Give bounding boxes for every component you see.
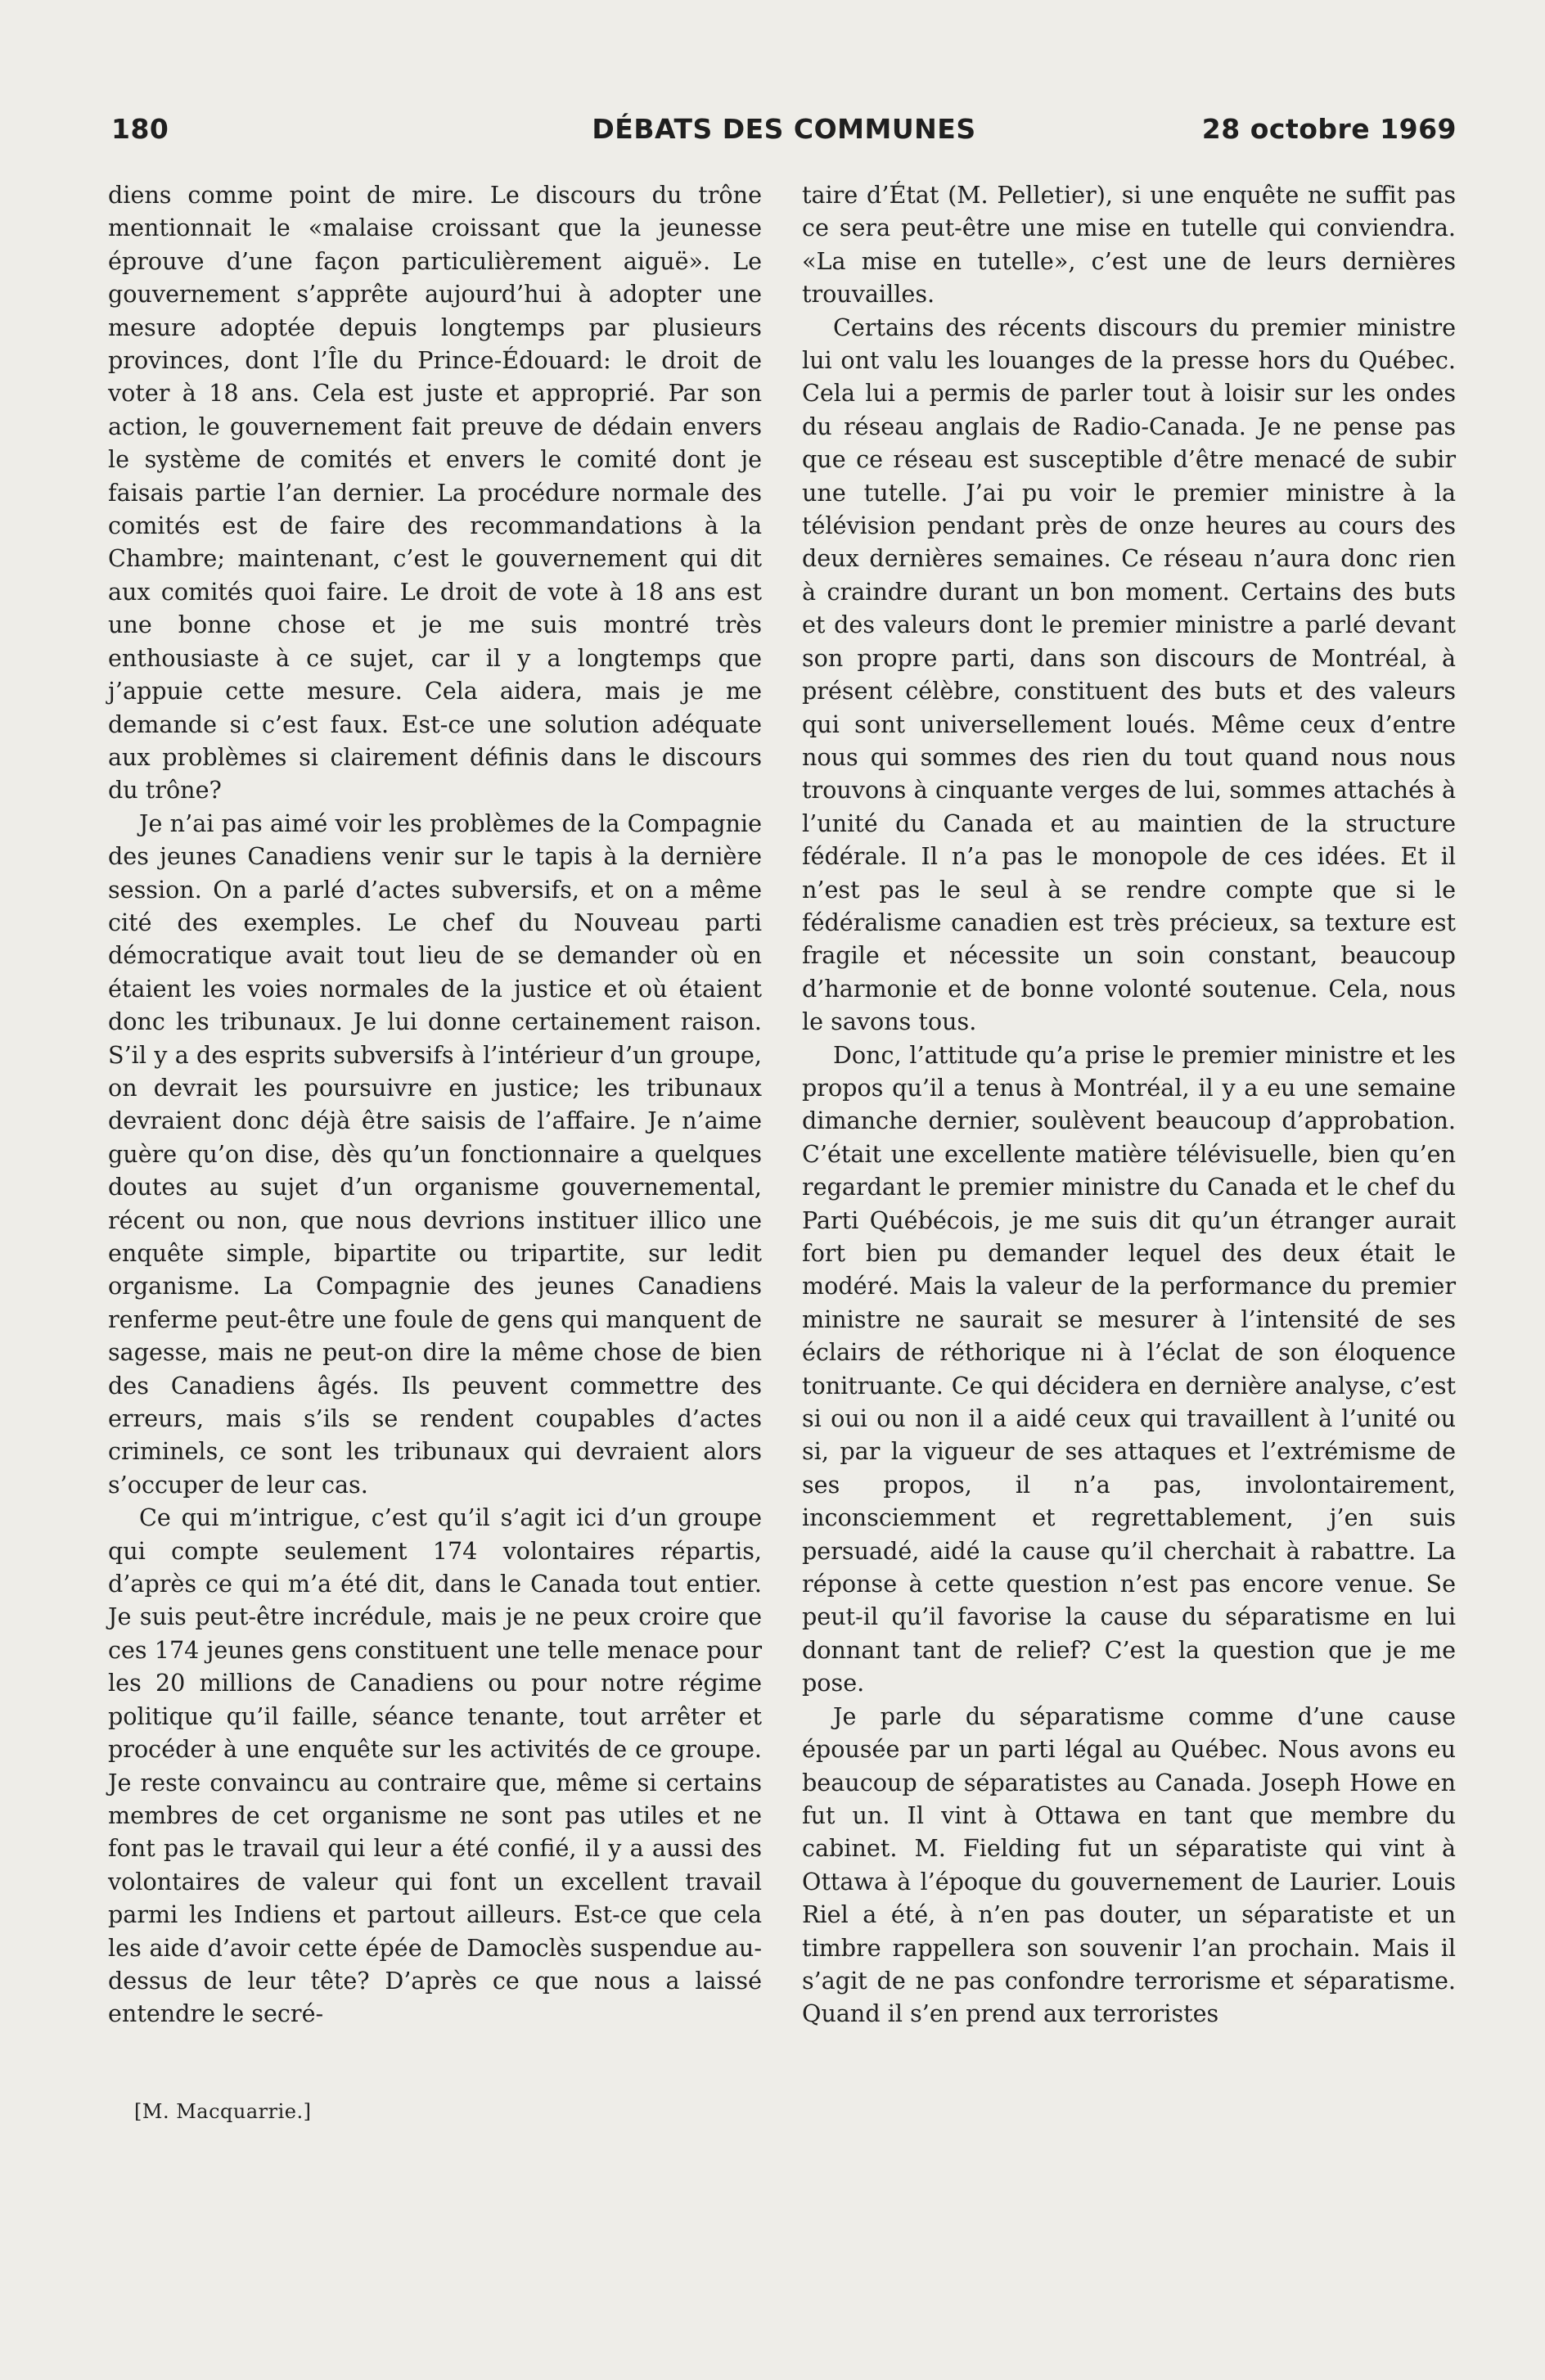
paragraph: Ce qui m’intrigue, c’est qu’il s’agit ici d’un groupe qui compte seulement 174 volontaires répartis, d’après ce qui m’a été dit, dans le Canada tout entier. Je suis peut-être incrédule, mais je ne peux croire que ces 174 jeunes gens constituent une telle menace pour les 20 millions de Canadiens ou pour notre régime politique qu’il faille, séance tenante, tout arrêter et procéder à une enquête sur les activités de ce groupe. Je reste convaincu au contraire que, même si certains membres de cet organisme ne sont pas utiles et ne font pas le travail qui leur a été confié, il y a aussi des volontaires de valeur qui font un excellent travail parmi les Indiens et partout ailleurs. Est-ce que cela les aide d’avoir cette épée de Damoclès suspendue au-dessus de leur tête? D’après ce que nous a laissé entendre le secré- bbox=[108, 1503, 762, 2028]
speaker-attribution: [M. Macquarrie.] bbox=[134, 2100, 312, 2123]
paragraph: taire d’État (M. Pelletier), si une enquête ne suffit pas ce sera peut-être une mise en tutelle qui conviendra. «La mise en tutelle», c’est une de leurs dernières trouvailles. bbox=[802, 181, 1456, 309]
paragraph: Donc, l’attitude qu’a prise le premier ministre et les propos qu’il a tenus à Montréal, il y a eu une semaine dimanche dernier, soulèvent beaucoup d’approbation. C’était une excellente matière télévisuelle, bien qu’en regardant le premier ministre du Canada et le chef du Parti Québécois, je me suis dit qu’un étranger aurait fort bien pu demander lequel des deux était le modéré. Mais la valeur de la performance du premier ministre ne saurait se mesurer à l’intensité de ses éclairs de réthorique ni à l’éclat de son éloquence tonitruante. Ce qui décidera en dernière analyse, c’est si oui ou non il a aidé ceux qui travaillent à l’unité ou si, par la vigueur de ses attaques et l’extrémisme de ses propos, il n’a pas, involontairement, inconsciemment et regrettablement, j’en suis persuadé, aidé la cause qu’il cherchait à rabattre. La réponse à cette question n’est pas encore venue. Se peut-il qu’il favorise la cause du séparatisme en lui donnant tant de relief? C’est la question que je me pose. bbox=[802, 1040, 1456, 1697]
page-number: 180 bbox=[111, 113, 169, 145]
paragraph: Certains des récents discours du premier ministre lui ont valu les louanges de la presse hors du Québec. Cela lui a permis de parler tout à loisir sur les ondes du réseau anglais de Radio-Canada. Je ne pense pas que ce réseau est susceptible d’être menacé de subir une tutelle. J’ai pu voir le premier ministre à la télévision pendant près de onze heures au cours des deux dernières semaines. Ce réseau n’aura donc rien à craindre durant un bon moment. Certains des buts et des valeurs dont le premier ministre a parlé devant son propre parti, dans son discours de Montréal, à présent célèbre, constituent des buts et des valeurs qui sont universellement loués. Même ceux d’entre nous qui sommes des rien du tout quand nous nous trouvons à cinquante verges de lui, sommes attachés à l’unité du Canada et au maintien de la structure fédérale. Il n’a pas le monopole de ces idées. Et il n’est pas le seul à se rendre compte que si le fédéralisme canadien est très précieux, sa texture est fragile et nécessite un soin constant, beaucoup d’harmonie et de bonne volonté soutenue. Cela, nous le savons tous. bbox=[802, 313, 1456, 1036]
paragraph: diens comme point de mire. Le discours du trône mentionnait le «malaise croissant que la jeunesse éprouve d’une façon particulièrement aiguë». Le gouvernement s’apprête aujourd’hui à adopter une mesure adoptée depuis longtemps par plusieurs provinces, dont l’Île du Prince-Édouard: le droit de voter à 18 ans. Cela est juste et approprié. Par son action, le gouvernement fait preuve de dédain envers le système de comités et envers le comité dont je faisais partie l’an dernier. La procédure normale des comités est de faire des recommandations à la Chambre; maintenant, c’est le gouvernement qui dit aux comités quoi faire. Le droit de vote à 18 ans est une bonne chose et je me suis montré très enthousiaste à ce sujet, car il y a longtemps que j’appuie cette mesure. Cela aidera, mais je me demande si c’est faux. Est-ce une solution adéquate aux problèmes si clairement définis dans le discours du trône? bbox=[108, 181, 762, 805]
paragraph: Je parle du séparatisme comme d’une cause épousée par un parti légal au Québec. Nous avons eu beaucoup de séparatistes au Canada. Joseph Howe en fut un. Il vint à Ottawa en tant que membre du cabinet. M. Fielding fut un séparatiste qui vint à Ottawa à l’époque du gouvernement de Laurier. Louis Riel a été, à n’en pas douter, un séparatiste et un timbre rappellera son souvenir l’an prochain. Mais il s’agit de ne pas confondre terrorisme et séparatisme. Quand il s’en prend aux terroristes bbox=[802, 1702, 1456, 2028]
running-title: DÉBATS DES COMMUNES bbox=[592, 113, 976, 145]
right-column bbox=[802, 178, 1456, 2031]
left-column bbox=[108, 178, 762, 2031]
header-date: 28 octobre 1969 bbox=[1201, 113, 1457, 145]
paragraph: Je n’ai pas aimé voir les problèmes de la Compagnie des jeunes Canadiens venir sur le tapis à la dernière session. On a parlé d’actes subversifs, et on a même cité des exemples. Le chef du Nouveau parti démocratique avait tout lieu de se demander où en étaient les voies normales de la justice et où étaient donc les tribunaux. Je lui donne certainement raison. S’il y a des esprits subversifs à l’intérieur d’un groupe, on devrait les poursuivre en justice; les tribunaux devraient donc déjà être saisis de l’affaire. Je n’aime guère qu’on dise, dès qu’un fonctionnaire a quelques doutes au sujet d’un organisme gouvernemental, récent ou non, que nous devrions instituer illico une enquête simple, bipartite ou tripartite, sur ledit organisme. La Compagnie des jeunes Canadiens renferme peut-être une foule de gens qui manquent de sagesse, mais ne peut-on dire la même chose de bien des Canadiens âgés. Ils peuvent commettre des erreurs, mais s’ils se rendent coupables d’actes criminels, ce sont les tribunaux qui devraient alors s’occuper de leur cas. bbox=[108, 809, 762, 1499]
page-header bbox=[111, 113, 1457, 149]
